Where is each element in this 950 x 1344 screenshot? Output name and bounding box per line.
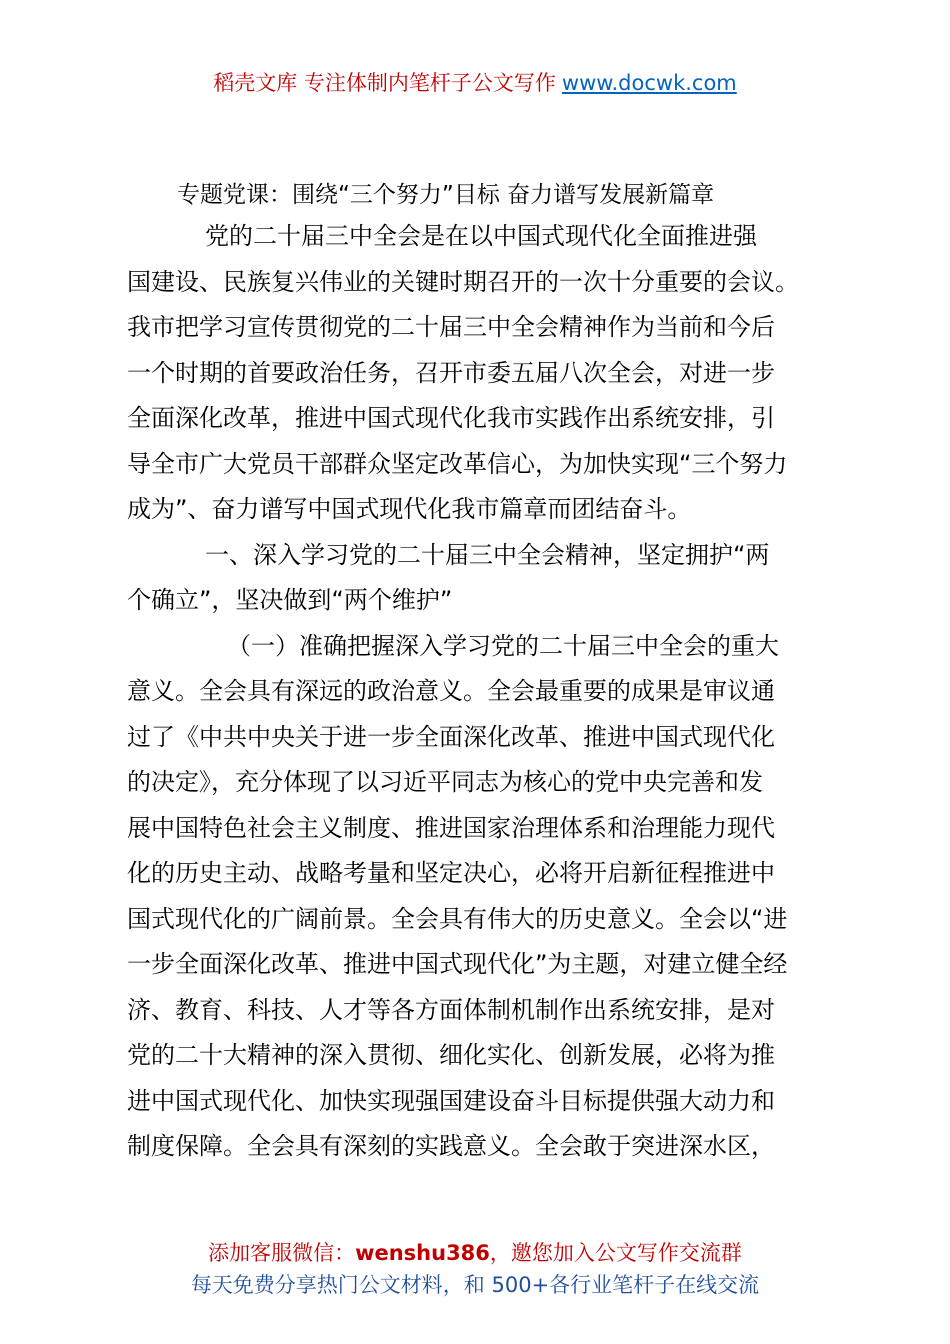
- paragraph-line: 我市把学习宣传贯彻党的二十届三中全会精神作为当前和今后: [127, 313, 775, 341]
- paragraph-line: 一个时期的首要政治任务，召开市委五届八次全会，对进一步: [127, 358, 775, 387]
- header-brand-text: 稻壳文库 专注体制内笔杆子公文写作: [213, 71, 556, 95]
- paragraph-line: 制度保障。全会具有深刻的实践意义。全会敢于突进深水区，: [127, 1132, 775, 1160]
- footer-wechat-id: wenshu386: [355, 1241, 490, 1265]
- footer-contact-prefix: 添加客服微信：: [208, 1241, 356, 1265]
- intro-paragraph: [127, 214, 827, 533]
- footer-share-line: 每天免费分享热门公文材料，和 500+各行业笔杆子在线交流: [190, 1273, 760, 1297]
- section-heading-1: [127, 533, 827, 624]
- paragraph-line: （一）准确把握深入学习党的二十届三中全会的重大: [227, 631, 779, 660]
- footer-contact-suffix: ，邀您加入公文写作交流群: [489, 1241, 742, 1265]
- paragraph-line: 国式现代化的广阔前景。全会具有伟大的历史意义。全会以“进: [127, 904, 788, 933]
- heading-line: 一、深入学习党的二十届三中全会精神，坚定拥护“两: [205, 540, 770, 569]
- paragraph-line: 国建设、民族复兴伟业的关键时期召开的一次十分重要的会议。: [127, 267, 799, 296]
- paragraph-line: 党的二十大精神的深入贯彻、细化实化、创新发展，必将为推: [127, 1041, 775, 1069]
- paragraph-line: 化的历史主动、战略考量和坚定决心，必将开启新征程推进中: [127, 859, 775, 887]
- paragraph-line: 一步全面深化改革、推进中国式现代化”为主题，对建立健全经: [127, 950, 788, 978]
- paragraph-line: 成为”、奋力谱写中国式现代化我市篇章而团结奋斗。: [127, 495, 692, 523]
- header-website-link[interactable]: www.docwk.com: [561, 71, 737, 95]
- paragraph-line: 进中国式现代化、加快实现强国建设奋斗目标提供强大动力和: [127, 1086, 775, 1115]
- subsection-paragraph-1: [127, 624, 827, 1170]
- paragraph-line: 导全市广大党员干部群众坚定改革信心，为加快实现“三个努力: [127, 449, 788, 478]
- paragraph-line: 党的二十届三中全会是在以中国式现代化全面推进强: [205, 222, 757, 250]
- heading-line: 个确立”，坚决做到“两个维护”: [127, 586, 453, 614]
- page-footer: [0, 1237, 950, 1301]
- footer-contact-line: [0, 1237, 950, 1269]
- paragraph-line: 济、教育、科技、人才等各方面体制机制作出系统安排，是对: [127, 995, 775, 1024]
- paragraph-line: 展中国特色社会主义制度、推进国家治理体系和治理能力现代: [127, 813, 775, 842]
- paragraph-line: 全面深化改革，推进中国式现代化我市实践作出系统安排，引: [127, 404, 775, 432]
- document-title: 专题党课：围绕“三个努力”目标 奋力谱写发展新篇章: [177, 182, 715, 208]
- paragraph-line: 过了《中共中央关于进一步全面深化改革、推进中国式现代化: [127, 722, 775, 751]
- paragraph-line: 意义。全会具有深远的政治意义。全会最重要的成果是审议通: [127, 677, 775, 705]
- document-body: [127, 176, 827, 1170]
- page-header: [0, 66, 950, 100]
- paragraph-line: 的决定》，充分体现了以习近平同志为核心的党中央完善和发: [127, 768, 763, 796]
